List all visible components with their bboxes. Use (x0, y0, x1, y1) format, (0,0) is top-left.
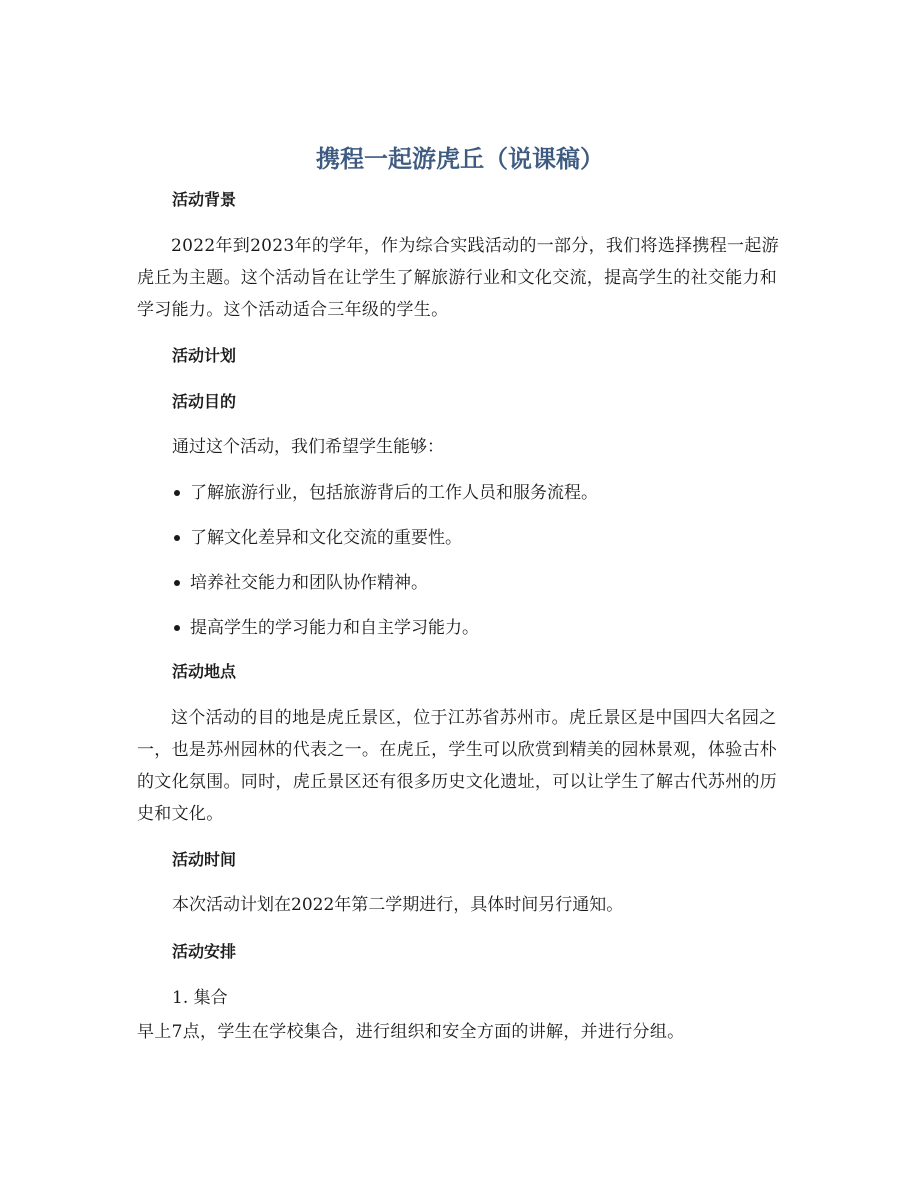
heading-location: 活动地点 (172, 662, 237, 681)
list-item (172, 479, 598, 524)
paragraph-location: 这个活动的目的地是虎丘景区，位于江苏省苏州市。虎丘景区是中国四大名园之一，也是苏州园林的代表之一。在虎丘，学生可以欣赏到精美的园林景观，体验古朴的文化氛围。同时，虎丘景区还有很多历史文化遗址，可以让学生了解古代苏州的历史和文化。 (137, 708, 778, 824)
goal-list (172, 479, 598, 659)
bullet-icon (174, 625, 180, 631)
heading-background: 活动背景 (172, 190, 237, 209)
heading-goal: 活动目的 (172, 392, 237, 411)
list-item (172, 569, 598, 614)
list-item-text: 了解旅游行业，包括旅游背后的工作人员和服务流程。 (190, 483, 598, 503)
list-item-text: 提高学生的学习能力和自主学习能力。 (190, 618, 479, 638)
heading-time: 活动时间 (172, 850, 237, 869)
heading-plan: 活动计划 (172, 346, 237, 365)
goal-intro: 通过这个活动，我们希望学生能够： (172, 437, 444, 457)
document-title: 携程一起游虎丘（说课稿） (316, 144, 604, 173)
list-item-text: 了解文化差异和文化交流的重要性。 (190, 528, 462, 548)
bullet-icon (174, 535, 180, 541)
paragraph-time: 本次活动计划在2022年第二学期进行，具体时间另行通知。 (172, 895, 624, 915)
list-item (172, 614, 598, 659)
step1-label: 1. 集合 (172, 988, 228, 1008)
step1-text: 早上7点，学生在学校集合，进行组织和安全方面的讲解，并进行分组。 (137, 1022, 685, 1042)
list-item (172, 524, 598, 569)
bullet-icon (174, 490, 180, 496)
bullet-icon (174, 580, 180, 586)
list-item-text: 培养社交能力和团队协作精神。 (190, 573, 428, 593)
heading-arrangement: 活动安排 (172, 942, 237, 961)
paragraph-background: 2022年到2023年的学年，作为综合实践活动的一部分，我们将选择携程一起游虎丘为主题。这个活动旨在让学生了解旅游行业和文化交流，提高学生的社交能力和学习能力。这个活动适合三年级的学生。 (137, 236, 779, 320)
